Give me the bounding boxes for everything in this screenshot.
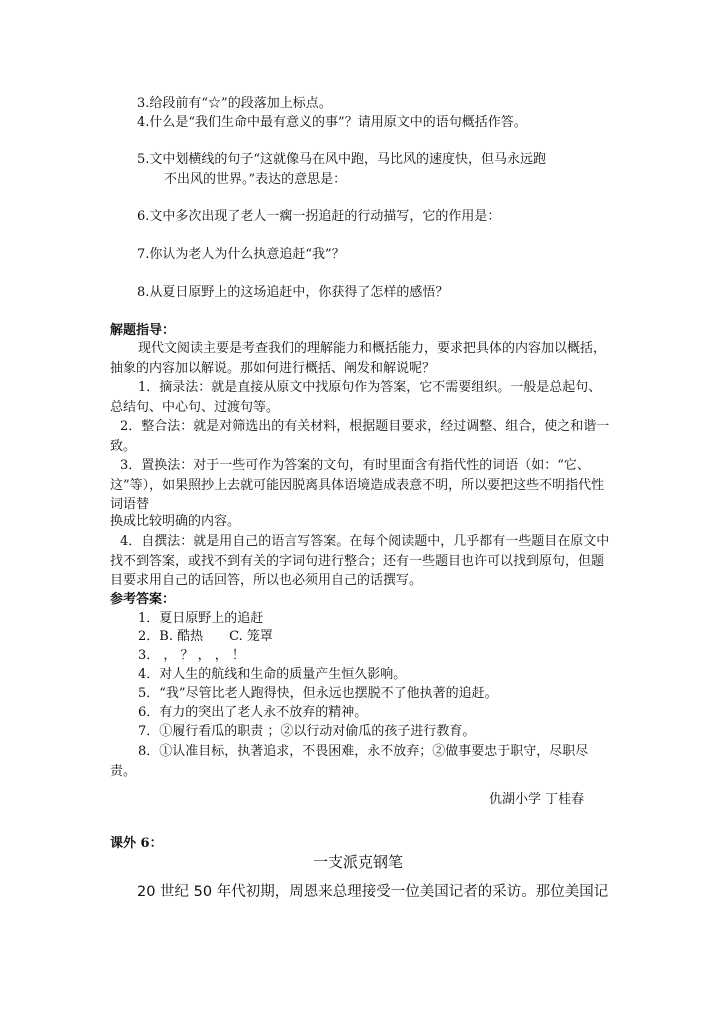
guide-method-4: 4．自撰法：就是用自己的语言写答案。在每个阅读题中，几乎都有一些题目在原文中找不到答案，或找不到有关的字词句进行整合；还有一些题目也许可以找到原句，但题目要求用自己的话回答，所以也必须用自己的话撰写。 [110, 534, 610, 588]
answer-6: 6．有力的突出了老人永不放弃的精神。 [138, 705, 368, 720]
question-4: 4.什么是“我们生命中最有意义的事”？请用原文中的语句概括作答。 [137, 115, 527, 130]
guide-intro: 现代文阅读主要是考查我们的理解能力和概括能力，要求把具体的内容加以概括，抽象的内容加以解说。那如何进行概括、阐发和解说呢？ [110, 341, 607, 376]
question-8: 8.从夏日原野上的这场追赶中，你获得了怎样的感悟？ [137, 285, 449, 300]
guide-method-2: 2．整合法：就是对筛选出的有关材料，根据题目要求，经过调整、组合，使之和谐一致。 [110, 419, 610, 454]
guide-method-3: 3．置换法：对于一些可作为答案的文句，有时里面含有指代性的词语（如：“它、这”等），如果照抄上去就可能因脱离具体语境造成表意不明，所以要把这些不明指代性词语替 [110, 458, 605, 512]
answer-7: 7．①履行看瓜的职责 ；②以行动对偷瓜的孩子进行教育。 [138, 724, 476, 739]
answer-8: 8．①认准目标，执著追求，不畏困难，永不放弃；②做事要忠于职守，尽职尽责。 [110, 744, 589, 779]
article-title: 一支派克钢笔 [313, 853, 404, 871]
question-5-line-1: 5.文中划横线的句子“这就像马在风中跑，马比风的速度快，但马永远跑 [137, 152, 547, 167]
guide-method-3-tail: 换成比较明确的内容。 [110, 514, 241, 529]
answer-5: 5．“我”尽管比老人跑得快，但永远也摆脱不了他执著的追赶。 [138, 686, 498, 701]
question-6: 6.文中多次出现了老人一瘸一拐追赶的行动描写，它的作用是： [137, 209, 501, 224]
answer-3: 3． ， ？ ， ， ！ [138, 648, 245, 663]
question-3: 3.给段前有“☆”的段落加上标点。 [137, 96, 332, 111]
question-5-line-2: 不出风的世界。”表达的意思是： [164, 172, 347, 187]
guide-heading: 解题指导： [110, 323, 176, 338]
question-7: 7.你认为老人为什么执意追赶“我”？ [137, 247, 345, 262]
answer-4: 4．对人生的航线和生命的质量产生恒久影响。 [138, 667, 407, 682]
extra-label: 课外 6： [110, 836, 163, 851]
answer-2: 2．B. 酷热 C. 笼罩 [138, 629, 273, 644]
guide-method-1: 1．摘录法：就是直接从原文中找原句作为答案，它不需要组织。一般是总起句、 总结句、中心句、过渡句等。 [110, 380, 608, 415]
answer-1: 1．夏日原野上的追赶 [138, 611, 264, 626]
answers-heading: 参考答案： [110, 592, 176, 607]
article-first-line: 20 世纪 50 年代初期，周恩来总理接受一位美国记者的采访。那位美国记 [137, 884, 609, 900]
author-line: 仇湖小学 丁桂春 [489, 792, 585, 807]
